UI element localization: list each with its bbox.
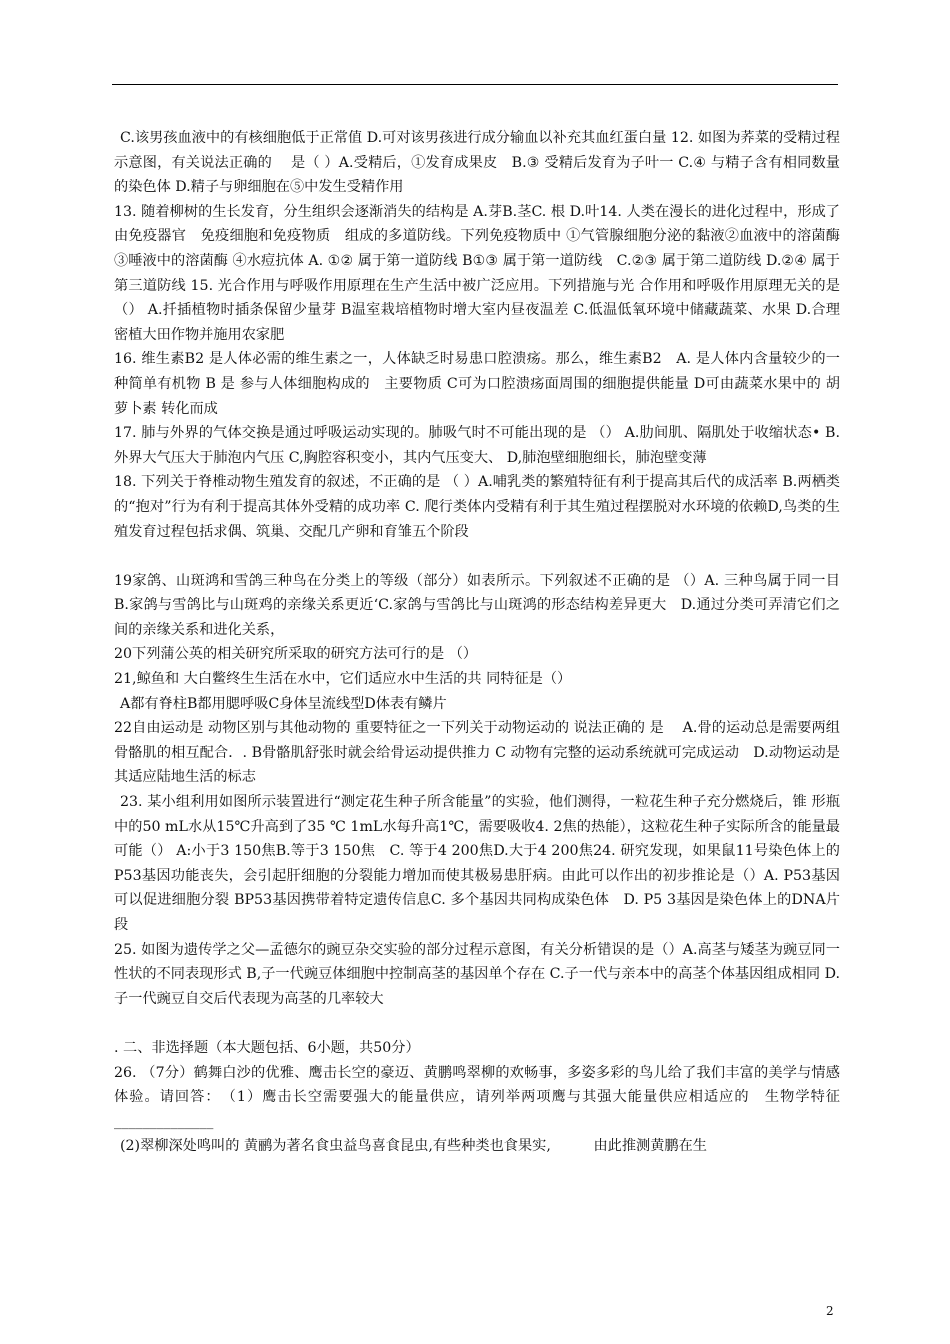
paragraph-q25: 25. 如图为遗传学之父—孟德尔的豌豆杂交实验的部分过程示意图，有关分析错误的是（）A.高茎与矮茎为豌豆同一性状的不同表现形式 B,子一代豌豆体细胞中控制高茎的基因单个存在 C.子一代与亲本中的高茎个体基因组成相同 D.子一代豌豆自交后代表现为高茎的几率较大 — [114, 941, 840, 1007]
paragraph-q11-q12: C.该男孩血液中的有核细胞低于正常值 D.可对该男孩进行成分输血以补充其血红蛋白量 12. 如图为荞菜的受精过程示意图，有关说法正确的 是（ ）A.受精后，①发育成果皮 B.③ 受精后发育为子叶一 C.④ 与精子含有相同数量的染色体 D.精子与卵细胞在⑤中发生受精作用 — [114, 130, 840, 196]
paragraph-q18: 18. 下列关于脊椎动物生殖发育的叙述，不正确的是 （ ）A.哺乳类的繁殖特征有利于提高其后代的成活率 B.两栖类的“抱对”行为有利于提高其体外受精的成功率 C. 爬行类体内受精有利于其生殖过程摆脱对水环境的依赖D,鸟类的生殖发育过程包括求偶、筑巢、交配几产卵和育雏五个阶段 — [114, 474, 840, 540]
paragraph-q19: 19家鸽、山斑鸿和雪鸽三种鸟在分类上的等级（部分）如表所示。下列叙述不正确的是 （）A. 三种鸟属于同一目 B.家鸽与雪鸽比与山斑鸡的亲缘关系更近‘C.家鸽与雪鸽比与山斑鸿的形态结构差异更大 D.通过分类可弄清它们之间的亲缘关系和进化关系， — [114, 572, 840, 638]
paragraph-q16: 16. 维生素B2 是人体必需的维生素之一，人体缺乏时易患口腔溃疡。那么，维生素B2 A. 是人体内含量较少的一种简单有机物 B 是 参与人体细胞构成的 主要物质 C可为口腔溃疡面周围的细胞提供能量 D可由蔬菜水果中的 胡萝卜素 转化而成 — [114, 351, 840, 417]
paragraph-q22: 22自由运动是 动物区别与其他动物的 重要特征之一下列关于动物运动的 说法正确的 是 A.骨的运动总是需要两组骨骼肌的相互配合．. B骨骼肌舒张时就会给骨运动提供推力 C 动物有完整的运动系统就可完成运动 D.动物运动是其适应陆地生活的标志 — [114, 720, 840, 786]
paragraph-q26: 26. （7分）鹤舞白沙的优雅、鹰击长空的豪迈、黄鹏鸣翠柳的欢畅事，多姿多彩的鸟儿给了我们丰富的美学与情感体验。请回答： （1）鹰击长空需要强大的能量供应，请列举两项鹰与其强大能量供应相适应的 生物学特征 ______________ — [114, 1064, 840, 1130]
paragraph-q26-part2: (2)翠柳深处鸣叫的 黄鹂为著名食虫益鸟喜食昆虫,有些种类也食果实, 由此推测黄鹏在生 — [120, 1138, 707, 1155]
header-rule — [112, 84, 838, 85]
paragraph-q23-q24: 23. 某小组利用如图所示装置进行“测定花生种子所含能量”的实验，他们测得，一粒花生种子充分燃烧后，锥 形瓶中的50 mL水从15℃升高到了35 ℃ 1mL水每升高1℃，需要吸收4. 2焦的热能），这粒花生种子实际所含的能量最可能（） A:小于3 150焦B.等于3 150焦 C. 等于4 200焦D.大于4 200焦24. 研究发现，如果鼠11号染色体上的P53基因功能丧失，会引起肝细胞的分裂能力增加而使其极易患肝病。由此可以作出的初步推论是（）A. P53基因可以促进细胞分裂 BP53基因携带着特定遗传信息C. 多个基因共同构成染色体 D. P5 3基因是染色体上的DNA片段 — [114, 794, 840, 933]
paragraph-q21-options: A都有脊柱B都用腮呼吸C身体呈流线型D体表有鳞片 — [120, 695, 447, 712]
paragraph-q20: 20下列蒲公英的相关研究所采取的研究方法可行的是 （） — [114, 646, 478, 663]
paragraph-q13-q15: 13. 随着柳树的生长发育，分生组织会逐渐消失的结构是 A.芽B.茎C. 根 D.叶14. 人类在漫长的进化过程中，形成了由免疫器官 免疫细胞和免疫物质 组成的多道防线。下列免疫物质中 ①气管腺细胞分泌的黏液②血液中的溶菌酶③唾液中的溶菌酶 ④水痘抗体 A. ①② 属于第一道防线 B①③ 属于第一道防线 C.②③ 属于第二道防线 D.②④ 属于第三道防线 15. 光合作用与呼吸作用原理在生产生活中被广泛应用。下列措施与光 合作用和呼吸作用原理无关的是 （） A.扦插植物时插条保留少量芽 B温室栽培植物时增大室内昼夜温差 C.低温低氧环境中储藏蔬菜、水果 D.合理密植大田作物并施用农家肥 — [114, 203, 840, 343]
body-text — [114, 126, 840, 1159]
page-number: 2 — [826, 1304, 834, 1318]
paragraph-q17: 17. 肺与外界的气体交换是通过呼吸运动实现的。肺吸气时不可能出现的是 （） A.肋间肌、隔肌处于收缩状态• B.外界大气压大于肺泡内气压 C,胸腔容积变小，其内气压变大、 D,肺泡壁细胞细长，肺泡壁变薄 — [114, 425, 840, 466]
paragraph-q21: 21,鲸鱼和 大白鳖终生生活在水中，它们适应水中生活的共 同特征是（） — [114, 671, 572, 688]
section-heading-non-choice: . 二、非选择题（本大题包括、6小题，共50分） — [114, 1039, 420, 1056]
